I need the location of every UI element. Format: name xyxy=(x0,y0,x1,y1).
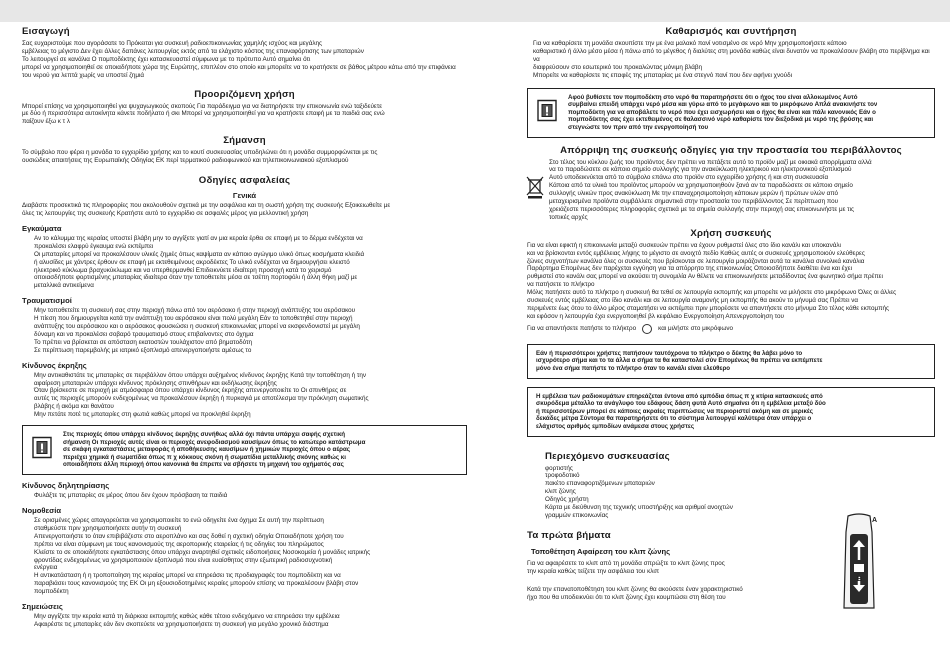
text-line: οποιασδήποτε φορτισμένης μπαταρίας ιδιαίτερα όταν την τοποθετείτε μέσα σε τσέπη πορτοφόλι ή άλλη θήκη μαζί με xyxy=(34,274,358,282)
text-line: σε σκάφη εγκαταστάσεις μεταφοράς ή αποθήκευσης καυσίμων ή χημικών περιοχές όπου ο αέρας xyxy=(63,446,350,454)
text-line: ζώνες συχνοτήτων κανάλια όλες οι συσκευές που βρίσκονται σε λειτουργία μοιράζονται αυτά τα κανάλια συνολικά κανάλια xyxy=(527,257,865,265)
belt-clip-attach-text xyxy=(527,586,817,602)
general-title: Γενικά xyxy=(232,191,257,201)
text-line: Μην αντικαθιστάτε τις μπαταρίες σε περιβάλλον όπου υπάρχει αυξημένος κίνδυνος έκρηξης Κατά την τοποθέτηση ή την xyxy=(34,371,367,379)
simultaneous-note-box xyxy=(527,344,935,379)
text-line: να το παραδώσετε σε κάποιο σημείο συλλογής για την ανακύκλωση ηλεκτρικού και ηλεκτρονικού εξοπλισμού xyxy=(549,166,852,174)
intro-title: Εισαγωγή xyxy=(22,26,70,37)
text-line: αυτές τις περιοχές μπορούν ενδεχομένως να προκαλέσουν έκρηξη ή πυρκαγιά με αποτέλεσμα την πρόκληση σωματικής xyxy=(34,395,369,403)
text-line: και εφόσον η λειτουργία έχει ενεργοποιηθεί βλ κεφάλαιο Ενεργοποίηση Απενεργοποίηση του xyxy=(527,312,784,320)
text-line: να πατήσετε το πλήκτρο xyxy=(527,281,595,289)
text-line: Για να είναι εφικτή η επικοινωνία μεταξύ συσκευών πρέπει να έχουν ρυθμιστεί όλες στο ίδιο κανάλι και υποκανάλι xyxy=(527,241,841,249)
text-line: πομποδέκτης σας έχει εκτεθειμένος σε θαλασσινό νερό καθαρίστε τον διεξοδικά με νερό της βρύσης και xyxy=(568,116,874,124)
text-line: Οι μπαταρίες μπορεί να προκαλέσουν υλικές ζημιές όπως καψίματα αν κάποιο αγώγιμο υλικό όπως κοσμήματα κλειδιά xyxy=(34,250,365,258)
text-line: οποιαδήποτε άλλη περιοχή όπου κανονικά θα έπρεπε να σβήσετε τη μηχανή του οχήματός σας xyxy=(63,461,344,469)
text-line: περιμένετε έως ότου το άλλο μέρος σταματήσει να εκπέμπει πριν μπορέσετε να απαντήσετε στο μήνυμα Στο τέλος κάθε εκπομπής xyxy=(527,305,890,312)
poison-title: Κίνδυνος δηλητηρίασης xyxy=(22,481,110,491)
disposal-title: Απόρριψη της συσκευής οδηγίες για την προστασία του περιβάλλοντος xyxy=(560,144,902,156)
notes-title: Σημειώσεις xyxy=(22,602,63,612)
text-line: Στο τέλος του κύκλου ζωής του προϊόντος δεν πρέπει να πετάξετε αυτό το προϊόν μαζί με οικιακά απορρίμματα αλλά xyxy=(549,158,872,166)
clean-title: Καθαρισμός και συντήρηση xyxy=(665,26,797,37)
text-line: Κλείστε το σε οποιαδήποτε εγκατάστασης όπου υπάρχει αναρτηθεί σχετικές ειδοποιήσεις Νοσοκομεία ή μονάδες ιατρικής xyxy=(34,548,371,556)
text-line: Η πίεση που δημιουργείται κατά την ανάπτυξη του αερόσακου είναι πολύ μεγάλη Εάν το τοποθετηθεί στην περιοχή xyxy=(34,315,353,323)
text-line: την κεραία καθώς τείζετε την ασφάλεια του κλιπ xyxy=(527,567,660,575)
text-line: Η αντικατάσταση ή η τροποποίηση της κεραίας μπορεί να επηρεάσει τις προδιαγραφές του πομποδέκτη και να xyxy=(34,572,341,580)
text-line: ελάχιστος αριθμός εμποδίων ανάμεσα στους χρήστες xyxy=(536,422,695,430)
burns-text xyxy=(22,235,467,290)
ptt-instruction xyxy=(527,324,935,334)
text-line: Μην αγγίζετε την κεραία κατά τη διάρκεια εκπομπής καθώς κάθε τέτοιο ενδεχόμενο να επηρεάσει την εμβέλεια xyxy=(34,613,340,621)
text-line: ουσιώδεις απαιτήσεις της Ευρωπαϊκής Οδηγίας ΕΚ περί τερματικού ραδιοφωνικού και τηλεπικοινωνιακού εξοπλισμού xyxy=(22,157,349,165)
belt-clip-subtitle: Τοποθέτηση Αφαίρεση του κλιπ ζώνης xyxy=(531,546,671,556)
text-line: του νερού για λεπτά χωρίς να υποστεί ζημιά xyxy=(22,71,145,79)
text-line: Για να αφαιρέσετε το κλιπ από τη μονάδα σπρώξτε το κλιπ ζώνης προς xyxy=(527,559,725,567)
ptt-prefix: Για να απαντήσετε πατήστε το πλήκτρο xyxy=(527,324,637,332)
text-line: πρέπει να είναι σύμφωνη με τους κανονισμούς της αεροπορικής εταιρείας ή τις οδηγίες του πληρώματος xyxy=(34,540,324,548)
law-text xyxy=(22,517,467,596)
intro-text xyxy=(22,40,467,80)
text-line: περιέχει χημικά ή σωματίδια όπως π χ κόκκους σκόνη ή σωματίδια μεταλλικής σκόνης καθώς κι xyxy=(63,453,346,461)
list-item: κλιπ ζώνης xyxy=(545,488,576,496)
text-line: ή περισσοτέρων μπορεί σε κάποιες ακραίες περιπτώσεις να περιοριστεί ακόμη και σε μερικές xyxy=(536,407,813,415)
marking-title: Σήμανση xyxy=(223,135,266,147)
explosion-warning-box xyxy=(22,425,467,475)
page-header-bar xyxy=(0,0,950,22)
text-line: Στις περιοχές όπου υπάρχει κίνδυνος έκρηξης συνήθως αλλά όχι πάντα υπάρχει σαφής σχετική xyxy=(63,431,346,439)
text-line: καθαριστικό ή άλλο μέσο μέσα ή πάνω από το μέγεθος ή διαλύτες στη μονάδα καθώς είναι δυνατόν να προκαλέσουν βλάβη στο περίβλημα και να xyxy=(533,47,930,63)
text-line: ισχυρότερο σήμα και το τα άλλα α σήμα τα θα καταστολεί σύν Επομένως θα πρέπει να εκπέμπετε xyxy=(536,357,823,365)
injury-title: Τραυματισμοί xyxy=(22,296,72,306)
water-warning-box xyxy=(527,88,935,138)
text-line: Παράρτημα Επομένως δεν παρέχεται εγγύηση για τα απόρρητο της επικοινωνίας Οποιοσδήποτε διαθέτει ένα και έχει xyxy=(527,265,852,273)
text-line: Αφού βυθίσετε τον πομποδέκτη στο νερό θα παρατηρήσετε ότι ο ήχος του είναι αλλοιωμένος Αυτό xyxy=(568,93,858,101)
text-line: ήχο που θα υποδεικνύει ότι το κλιπ ζώνης έχει κουμπώσει στη θέση του xyxy=(527,593,726,601)
text-line: συλλογής υλικών προς ανακύκλωση Με την επαναχρησιμοποίηση κάποιων μερών ή πρώτων υλών από xyxy=(549,190,839,198)
contents-title: Περιεχόμενο συσκευασίας xyxy=(545,450,670,462)
text-line: πομποδέκτη για να αποβάλετε το νερό που έχει εισχωρήσει και ο ήχος θα είναι και πάλι κανονικός Εάν ο xyxy=(568,108,876,116)
list-item: Κάρτα με διεύθυνση της τεχνικής υποστήριξης και αριθμοί ανοιχτών xyxy=(545,504,733,512)
text-line: Όταν βρίσκεστε σε περιοχή με ατμόσφαιρα όπου υπάρχει κίνδυνος έκρηξης απενεργοποιείτε το Οι σπινθήρες σε xyxy=(34,387,347,395)
text-line: σήμανση Οι περιοχές αυτές είναι οι περιοχές ανεφοδιασμού καυσίμων όπως το κατώτερο κατάστρωμα xyxy=(63,438,366,446)
warning-icon xyxy=(31,436,53,465)
text-line: φροντίδας ενδεχομένως να χρησιμοποιούν εξοπλισμό που είναι ευαίσθητος στην εξωτερική ραδιοσυχνοτική xyxy=(34,556,333,564)
text-line: αφαίρεση μπαταριών υπάρχει κίνδυνος πρόκλησης σπινθήρων και εκδήλωσης έκρηξης xyxy=(34,379,277,387)
text-line: ενέργεια xyxy=(34,564,58,572)
text-line: ή αλυσίδες με χάντρες έρθουν σε επαφή με εκτεθειμένους ακροδέκτες Το υλικό ενδέχεται να δημιουργήσει κλειστό xyxy=(34,258,350,266)
safety-title: Οδηγίες ασφαλείας xyxy=(198,175,291,187)
text-line: μεταλλικά αντικείμενα xyxy=(34,282,94,290)
warning-icon xyxy=(536,98,558,127)
left-column xyxy=(22,26,467,629)
text-line: Για να καθαρίσετε τη μονάδα σκουπίστε την με ένα μαλακό πανί νοτισμένο σε νερό Μην χρησιμοποιήσετε κάποιο xyxy=(533,40,847,47)
text-line: Μόλις πατήσετε αυτό το πλήκτρο η συσκευή θα τεθεί σε λειτουργία εκπομπής και μπορείτε να μιλήσετε στο μικρόφωνο Όλες οι άλλες xyxy=(527,289,897,297)
label-a: A xyxy=(872,517,878,524)
text-line: Το πρέπει να βρίσκεται σε απόσταση εκατοστών τουλάχιστον από βηματοδότη xyxy=(34,338,252,346)
list-item: τροφοδοτικό xyxy=(545,472,580,480)
text-line: ηλεκτρικό κύκλωμα βραχυκύκλωμα και να υπερθερμανθεί Επιδεικνύετε ιδιαίτερη προσοχή κατά το χειρισμό xyxy=(34,266,332,274)
notes-text xyxy=(22,613,467,629)
text-line: προκαλέσει ελαφρύ έγκαυμα ενώ εκπέμπει xyxy=(34,242,154,250)
text-line: Μην τοποθετείτε τη συσκευή σας στην περιοχή πάνω από τον αερόσακο ή στην περιοχή ανάπτυξης του αερόσακου xyxy=(34,307,356,315)
text-line: Σας ευχαριστούμε που αγοράσατε το Πρόκειται για συσκευή ραδιοεπικοινωνίας χαμηλής ισχύος και μεγάλης xyxy=(22,40,323,47)
text-line: διαφρεύσουν στο εσωτερικό του προκαλώντας μόνιμη βλάβη xyxy=(533,63,703,71)
label-b: B xyxy=(857,576,863,583)
law-title: Νομοθεσία xyxy=(22,505,62,515)
text-line: όλες τις λειτουργίες της συσκευής Κρατήστε αυτό το εγχειρίδιο σε ασφαλές μέρος για μελλοντική χρήση xyxy=(22,209,309,217)
text-line: παραβιάσει τους κανονισμούς της ΕΚ Οι μη εξουσιοδοτημένες κεραίες μπορούν επίσης να προκαλέσουν βλάβη στον xyxy=(34,580,359,588)
text-line: Μπορείτε να καθαρίσετε τις επαφές της μπαταρίας με ένα στεγνό πανί που δεν αφήνει χνούδι xyxy=(533,71,792,79)
text-line: Αν το κάλυμμα της κεραίας υποστεί βλάβη μην το αγγίξετε γιατί αν μια κεραία έρθει σε επαφή με το δέρμα ενδέχεται να xyxy=(34,234,363,242)
text-line: παίζουν έξω κ τ λ xyxy=(22,118,71,126)
text-line: Μην πετάτε ποτέ τις μπαταρίες στη φωτιά καθώς μπορεί να προκληθεί έκρηξη xyxy=(34,411,251,419)
explosion-title: Κίνδυνος έκρηξης xyxy=(22,360,87,370)
text-line: σκυρόδεμα μέταλλο τα ανάγλυφο του εδάφους δάση φυτά Αυτό σημαίνει ότι η εμβέλεια μεταξύ δύο xyxy=(536,400,826,408)
burns-title: Εγκαύματα xyxy=(22,223,62,233)
text-line: συσκευές εντός εμβέλειας στο ίδιο κανάλι και σε λειτουργία αναμονής μη εκπομπής θα ακούν το μήνυμά σας Πρέπει να xyxy=(527,297,859,305)
belt-clip-illustration xyxy=(834,512,884,612)
text-line: και να βρίσκονται εντός εμβέλειας λήψης το μέγιστο σε ανοιχτό πεδίο Καθώς αυτές οι συσκευές χρησιμοποιούν ελεύθερες xyxy=(527,249,865,257)
text-line: χρειάζεστε περισσότερες πληροφορίες σχετικά με τα σημεία συλλογής στην περιοχή σας επικοινωνήστε με τις xyxy=(549,205,855,213)
usage-text xyxy=(527,242,935,321)
recommended-title: Προοριζόμενη χρήση xyxy=(194,88,295,100)
text-line: τοπικές αρχές xyxy=(549,213,588,221)
ptt-button-icon xyxy=(642,324,652,334)
text-line: στεγνώστε τον πριν από την ενεργοποίησή του xyxy=(568,123,709,131)
text-line: Σε ορισμένες χώρες απαγορεύεται να χρησιμοποιείτε το ενώ οδηγείτε ένα όχημα Σε αυτή την περίπτωση xyxy=(34,516,324,524)
text-line: Διαβάστε προσεκτικά τις πληροφορίες που ακολουθούν σχετικά με την ασφάλεια και τη σωστή χρήση της συσκευής Εξοικειωθείτε με xyxy=(22,202,391,210)
text-line: ανάπτυξης του αερόσακου και ο αερόσακος φουσκώσει η συσκευή επικοινωνίας μπορεί να εκσφενδονιστεί με μεγάλη xyxy=(34,323,360,331)
clean-text xyxy=(527,40,935,80)
text-line: Εάν ή περισσότεροι χρήστες πατήσουν ταυτόχρονα το πλήκτρο ο δέκτης θα λάβει μόνο το xyxy=(536,349,803,357)
text-line: Μπορεί επίσης να χρησιμοποιηθεί για ψυχαγωγικούς σκοπούς Για παράδειγμα για να διατηρήσετε την επικοινωνία ενώ ταξιδεύετε xyxy=(22,102,383,110)
text-line: πομποδέκτη xyxy=(34,588,69,596)
text-line: Σε περίπτωση παρεμβολής με ιατρικό εξοπλισμό απενεργοποιήστε αμέσως το xyxy=(34,346,252,354)
marking-text xyxy=(22,149,467,165)
text-line: Αφαιρέστε τις μπαταρίες εάν δεν σκοπεύετε να χρησιμοποιήσετε τη συσκευή για μεγάλο χρονικό διάστημα xyxy=(34,620,329,628)
text-line: Κατά την επανατοποθέτηση του κλιπ ζώνης θα ακούσετε έναν χαρακτηριστικό xyxy=(527,585,743,593)
text-line: Η εμβέλεια των ραδιοκυμάτων επηρεάζεται έντονα από εμπόδια όπως π χ κτίρια κατασκευές από xyxy=(536,392,823,400)
text-line: μπορεί να χρησιμοποιηθεί σε οποιαδήποτε χώρα της Ευρώπης, επιπλέον στο οποίο και μπορείτε να το κρατήσετε σε βάθος μέτρου κάτω από την επιφάνεια xyxy=(22,63,456,71)
range-warning-box xyxy=(527,387,935,437)
ptt-suffix: και μιλήστε στο μικρόφωνο xyxy=(658,324,734,332)
text-line: δύναμη και να προκαλέσει σοβαρό τραυματισμό στους επιβαίνοντες στο όχημα xyxy=(34,330,254,338)
text-line: Απενεργοποιήστε το όταν επιβιβάζεστε στο αεροπλάνο και σας δοθεί η σχετική οδηγία Οποιαδήποτε χρήση του xyxy=(34,532,344,540)
text-line: σταθμεύστε πριν χρησιμοποιήσετε αυτήν τη συσκευή xyxy=(34,524,182,532)
first-steps-title: Τα πρώτα βήματα xyxy=(527,529,611,541)
text-line: συμβαίνει επειδή υπάρχει νερό μέσα και γύρω από το μεγάφωνο και το μικρόφωνο Απλά ανακινήστε τον xyxy=(568,101,878,109)
text-line: με δύο ή περισσότερα αυτοκίνητα κάνετε ποδήλατο ή σκι Μπορεί να χρησιμοποιηθεί για να κρατήσετε επαφή με τα παιδιά σας ενώ xyxy=(22,110,385,118)
belt-clip-remove-text xyxy=(527,560,817,576)
explosion-text xyxy=(22,372,467,419)
text-line: Κάποια από τα υλικά του προϊόντος μπορούν να χρησιμοποιηθούν ξανά αν τα παραδώσετε σε κάποιο σημείο xyxy=(549,182,853,190)
text-line: εμβέλειας το μέγιστο Δεν έχει άλλες δαπάνες λειτουργίας εκτός από τα ελάχιστο κόστος της επαναφόρτισης των μπαταριών xyxy=(22,47,364,55)
text-line: μεταχειρισμένα προϊόντα συμβάλλετε σημαντικά στην προστασία του περιβάλλοντος Σε περίπτωση που xyxy=(549,198,839,206)
text-line: Το σύμβολο που φέρει η μονάδα το εγχειρίδιο χρήσης και το κουτί συσκευασίας υποδηλώνει ότι η μονάδα συμμορφώνεται με τις xyxy=(22,149,378,157)
text-line: δεκάδες μέτρα Σύντομα θα παρατηρήσετε ότι το σύστημα λειτουργεί καλύτερα όταν υπάρχει ο xyxy=(536,415,812,423)
list-item: πακέτο επαναφορτιζόμενων μπαταριών xyxy=(545,480,655,488)
list-item: γραμμών επικοινωνίας xyxy=(545,512,609,519)
text-line: Αυτό υποδεικνύεται από το σύμβολο επάνω στο προϊόν στο εγχειρίδιο χρήσης ή και στη συσκευασία xyxy=(549,174,829,182)
usage-title: Χρήση συσκευής xyxy=(690,227,772,239)
text-line: Το λειτουργεί σε κανάλια Ο πομποδέκτης έχει κατασκευαστεί σύμφωνα με το πρότυπο Αυτό σημαίνει ότι xyxy=(22,55,311,63)
text-line: μόνο ένα σήμα πατήστε το πλήκτρο όταν το κανάλι είναι ελεύθερο xyxy=(536,365,731,372)
disposal-block xyxy=(527,159,935,222)
list-item: φορτιστής xyxy=(545,464,573,472)
list-item: Οδηγός χρήστη xyxy=(545,496,589,504)
text-line: βλάβης ή ακόμα και θανάτου xyxy=(34,403,114,411)
injury-text xyxy=(22,307,467,354)
text-line: ρυθμιστεί στο κανάλι σας μπορεί να ακούσει τη συνομιλία Αν θέλετε να επικοινωνήσετε μεταδίδοντας ένα φωνητικό σήμα πρέπει xyxy=(527,273,883,281)
text-line: Φυλάξτε τις μπαταρίες σε μέρος όπου δεν έχουν πρόσβαση τα παιδιά xyxy=(34,492,228,500)
poison-text xyxy=(22,492,467,500)
recommended-text xyxy=(22,103,467,127)
crossed-bin-icon xyxy=(525,175,545,204)
